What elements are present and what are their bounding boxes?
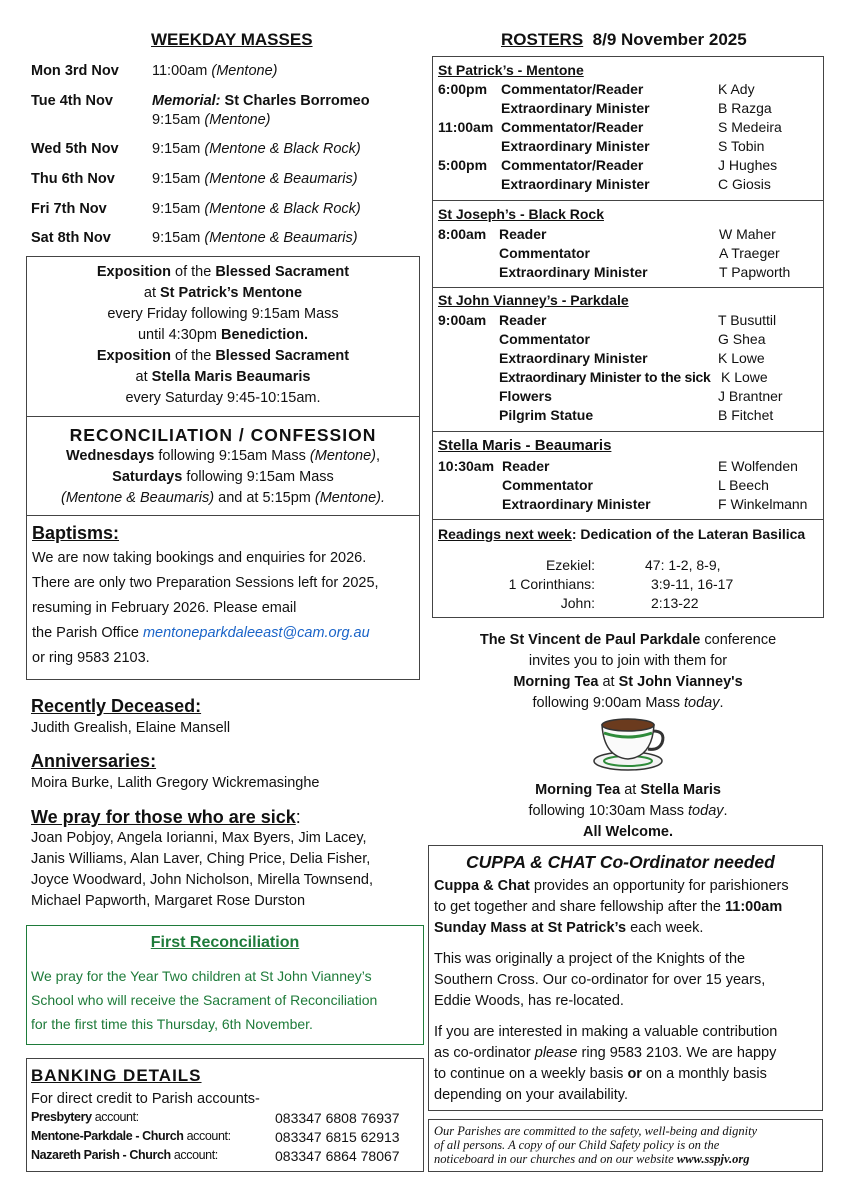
- banking-title: BANKING DETAILS: [31, 1066, 202, 1085]
- roster-row: Extraordinary Minister F Winkelmann: [502, 496, 808, 512]
- roster-row: Extraordinary Minister S Tobin: [501, 138, 765, 154]
- roster-row: 11:00am Commentator/Reader S Medeira: [438, 119, 782, 135]
- roster-heading-stjohn: St John Vianney’s - Parkdale: [438, 292, 629, 308]
- divider: [26, 515, 420, 516]
- mass-day: Tue 4th Nov: [31, 93, 113, 109]
- parish-email-link[interactable]: mentoneparkdaleeast@cam.org.au: [142, 625, 370, 641]
- divider: [433, 200, 823, 201]
- mass-memorial: Memorial: St Charles Borromeo: [152, 93, 370, 109]
- roster-row: Extraordinary Minister to the sick K Lowe: [499, 369, 768, 385]
- roster-row: Extraordinary Minister B Razga: [501, 100, 772, 116]
- first-reconciliation-text: We pray for the Year Two children at St John Vianney’s School who will receive the Sacrament of Reconciliation for the first time this Thursday, 6th November.: [31, 968, 378, 1032]
- website-link[interactable]: www.sspjv.org: [676, 1152, 750, 1166]
- reconciliation-title: RECONCILIATION / CONFESSION: [69, 425, 377, 445]
- divider: [26, 416, 420, 417]
- weekday-masses-title: WEEKDAY MASSES: [151, 30, 313, 49]
- deceased-section: Recently Deceased: Judith Grealish, Elaine Mansell: [31, 696, 231, 736]
- safety-text: Our Parishes are committed to the safety, well-being and dignity of all persons. A copy of our Child Safety policy is on the noticeboard in our churches and on our website www.sspjv.org: [434, 1124, 758, 1166]
- divider: [433, 431, 823, 432]
- roster-row: 8:00am Reader W Maher: [438, 226, 776, 242]
- rosters-title: ROSTERS 8/9 November 2025: [501, 30, 747, 49]
- mass-day: Mon 3rd Nov: [31, 63, 119, 79]
- reading-row: John: 2:13-22: [560, 595, 699, 611]
- svdp-section: The St Vincent de Paul Parkdale conference invites you to join with them for Morning Tea at St John Vianney's following 9:00am Mass today.: [479, 632, 777, 711]
- mass-time: 9:15am (Mentone & Beaumaris): [152, 171, 358, 187]
- roster-row: Commentator L Beech: [502, 477, 769, 493]
- divider: [433, 287, 823, 288]
- roster-row: 5:00pm Commentator/Reader J Hughes: [438, 157, 778, 173]
- mass-time: 9:15am (Mentone & Beaumaris): [152, 230, 358, 246]
- cuppa-title: CUPPA & CHAT Co-Ordinator needed: [466, 852, 775, 872]
- teacup-icon: [590, 713, 668, 773]
- roster-heading-stjoseph: St Joseph’s - Black Rock: [438, 206, 604, 222]
- rosters-box: [432, 56, 824, 618]
- cuppa-text: Cuppa & Chat provides an opportunity for parishioners to get together and share fellowship after the 11:00am Sunday Mass at St Patrick’s each week. This was originally a project of the Knights of the Southern Cross. Our co-ordinator for over 15 years, Eddie Woods, has re-located. If you are interested in making a valuable contribution as co-ordinator please ring 9583 2103. We are happy to continue on a weekly basis or on a monthly basis depending on your availability.: [434, 878, 789, 1103]
- reading-row: Ezekiel: 47: 1-2, 8-9,: [545, 557, 721, 573]
- mass-day: Fri 7th Nov: [31, 201, 107, 217]
- mass-day: Thu 6th Nov: [31, 171, 115, 187]
- baptisms-section: Baptisms: We are now taking bookings and enquiries for 2026. There are only two Preparation Sessions left for 2025, resuming in February 2026. Please email the Parish Office mentoneparkdaleeast@cam.org.au or ring 9583 2103.: [32, 521, 417, 671]
- first-reconciliation-title: First Reconciliation: [150, 934, 300, 951]
- roster-row: Pilgrim Statue B Fitchet: [499, 407, 774, 423]
- mass-time: 9:15am (Mentone & Black Rock): [152, 141, 361, 157]
- roster-row: Extraordinary Minister K Lowe: [499, 350, 765, 366]
- exposition-text: Exposition of the Blessed Sacrament at St Patrick’s Mentone every Friday following 9:15am Mass until 4:30pm Benediction. Exposition of the Blessed Sacrament at Stella Maris Beaumaris every Saturday 9:45-10:15am.: [96, 264, 350, 406]
- anniversaries-section: Anniversaries: Moira Burke, Lalith Gregory Wickremasinghe: [31, 751, 320, 791]
- roster-row: Extraordinary Minister T Papworth: [499, 264, 791, 280]
- readings-list: [438, 556, 818, 613]
- bank-row: Mentone-Parkdale - Church account: 083347 6815 62913: [31, 1129, 400, 1145]
- reconciliation-section: RECONCILIATION / CONFESSION Wednesdays following 9:15am Mass (Mentone), Saturdays following 9:15am Mass (Mentone & Beaumaris) and at 5:15pm (Mentone).: [26, 424, 420, 509]
- banking-intro: For direct credit to Parish accounts-: [31, 1091, 260, 1107]
- mass-time: 9:15am (Mentone & Black Rock): [152, 201, 361, 217]
- roster-heading-stpatricks: St Patrick’s - Mentone: [438, 62, 584, 78]
- roster-row: Flowers J Brantner: [499, 388, 783, 404]
- banking-rows: [31, 1110, 416, 1167]
- mass-day: Wed 5th Nov: [31, 141, 119, 157]
- roster-row: 9:00am Reader T Busuttil: [438, 312, 777, 328]
- morning-tea-section: Morning Tea at Stella Maris following 10:30am Mass today. All Welcome.: [528, 782, 728, 840]
- mass-time: 9:15am (Mentone): [152, 112, 271, 128]
- roster-row: 6:00pm Commentator/Reader K Ady: [438, 81, 755, 97]
- mass-day: Sat 8th Nov: [31, 230, 111, 246]
- readings-heading: Readings next week: Dedication of the Lateran Basilica: [438, 526, 806, 542]
- roster-row: Commentator A Traeger: [499, 245, 780, 261]
- roster-row: Commentator G Shea: [499, 331, 766, 347]
- sick-section: We pray for those who are sick: Joan Pobjoy, Angela Iorianni, Max Byers, Jim Lacey, Janis Williams, Alan Laver, Ching Price, Delia Fisher, Joyce Woodward, John Nicholson, Mirella Townsend, Michael Papworth, Margaret Rose Durston: [31, 807, 373, 909]
- first-reconciliation-section: [26, 932, 424, 954]
- baptisms-title: Baptisms:: [32, 523, 120, 543]
- mass-time: 11:00am (Mentone): [152, 63, 278, 79]
- roster-row: 10:30am Reader E Wolfenden: [438, 458, 798, 474]
- roster-heading-stella: Stella Maris - Beaumaris: [438, 437, 612, 454]
- bank-row: Nazareth Parish - Church account: 083347 6864 78067: [31, 1148, 400, 1164]
- reading-row: 1 Corinthians: 3:9-11, 16-17: [508, 576, 734, 592]
- divider: [433, 519, 823, 520]
- bank-row: Presbytery account: 083347 6808 76937: [31, 1110, 400, 1126]
- roster-row: Extraordinary Minister C Giosis: [501, 176, 771, 192]
